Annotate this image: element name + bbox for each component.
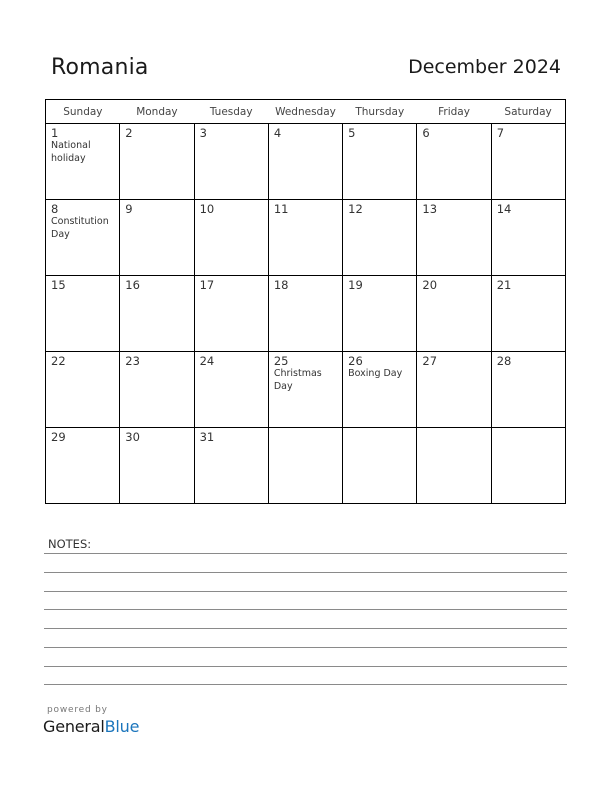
day-cell <box>268 276 342 352</box>
powered-by-text: powered by <box>47 705 108 715</box>
day-number: 29 <box>51 430 66 444</box>
weekday-sunday: Sunday <box>46 100 120 124</box>
weekday-friday: Friday <box>417 100 491 124</box>
day-cell <box>194 352 268 428</box>
day-number: 1 <box>51 126 59 140</box>
day-number: 28 <box>496 354 512 368</box>
day-cell <box>343 124 417 200</box>
day-cell <box>46 124 120 200</box>
day-cell <box>46 428 120 504</box>
day-cell <box>417 428 491 504</box>
weekday-monday: Monday <box>120 100 194 124</box>
day-number: 4 <box>273 126 282 140</box>
day-cell <box>343 276 417 352</box>
holiday-label: Boxing Day <box>348 368 403 379</box>
day-cell <box>120 352 194 428</box>
day-number: 15 <box>51 278 66 292</box>
day-number: 13 <box>422 202 438 216</box>
day-cell <box>343 200 417 276</box>
day-number: 30 <box>125 430 140 444</box>
day-number: 3 <box>199 126 207 140</box>
day-cell <box>194 124 268 200</box>
week-row <box>46 352 566 428</box>
week-row <box>46 200 566 276</box>
day-cell <box>268 124 342 200</box>
day-cell <box>491 428 565 504</box>
day-number: 6 <box>422 126 430 140</box>
day-number: 9 <box>125 202 133 216</box>
day-cell <box>46 276 120 352</box>
day-cell <box>194 200 268 276</box>
note-line <box>44 572 567 573</box>
day-number: 31 <box>199 430 215 444</box>
day-cell <box>343 352 417 428</box>
weekday-thursday: Thursday <box>343 100 417 124</box>
day-number: 17 <box>199 278 215 292</box>
day-cell <box>491 352 565 428</box>
day-number: 7 <box>496 126 505 140</box>
day-cell <box>120 276 194 352</box>
day-cell <box>46 352 120 428</box>
weekday-tuesday: Tuesday <box>194 100 268 124</box>
day-number: 2 <box>125 126 133 140</box>
day-cell <box>46 200 120 276</box>
day-number: 23 <box>125 354 140 368</box>
note-line <box>44 553 567 554</box>
note-line <box>44 609 567 610</box>
calendar-grid <box>45 99 566 504</box>
day-number: 20 <box>422 278 438 292</box>
day-cell <box>120 124 194 200</box>
weekday-header-row <box>46 100 566 124</box>
day-number: 18 <box>273 278 289 292</box>
day-cell <box>194 428 268 504</box>
day-cell <box>417 276 491 352</box>
month-year-title: December 2024 <box>408 56 561 78</box>
weekday-wednesday: Wednesday <box>268 100 342 124</box>
holiday-label: Christmas Day <box>273 368 322 392</box>
day-number: 21 <box>496 278 512 292</box>
day-cell <box>417 200 491 276</box>
day-cell <box>343 428 417 504</box>
brand-blue: Blue <box>104 717 140 736</box>
generalblue-logo <box>43 717 139 736</box>
day-cell <box>268 200 342 276</box>
day-number: 25 <box>273 354 289 368</box>
weekday-saturday: Saturday <box>491 100 565 124</box>
week-row <box>46 124 566 200</box>
day-cell <box>268 352 342 428</box>
holiday-label: National holiday <box>51 140 91 164</box>
day-number: 22 <box>51 354 66 368</box>
notes-label: NOTES: <box>48 537 92 551</box>
week-row <box>46 276 566 352</box>
day-number: 16 <box>125 278 140 292</box>
day-cell <box>417 124 491 200</box>
day-number: 27 <box>422 354 438 368</box>
week-row <box>46 428 566 504</box>
day-cell <box>194 276 268 352</box>
note-line <box>44 591 567 592</box>
day-cell <box>417 352 491 428</box>
day-number: 14 <box>496 202 512 216</box>
day-cell <box>120 428 194 504</box>
day-number: 19 <box>348 278 363 292</box>
day-number: 5 <box>348 126 356 140</box>
country-title: Romania <box>51 55 149 80</box>
day-cell <box>120 200 194 276</box>
day-number: 10 <box>199 202 215 216</box>
day-number: 12 <box>348 202 363 216</box>
note-line <box>44 628 567 629</box>
day-cell <box>491 200 565 276</box>
day-number: 8 <box>51 202 59 216</box>
brand-general: General <box>43 717 105 736</box>
note-line <box>44 647 567 648</box>
day-cell <box>491 124 565 200</box>
day-number: 11 <box>273 202 289 216</box>
day-number: 26 <box>348 354 363 368</box>
day-cell <box>491 276 565 352</box>
holiday-label: Constitution Day <box>51 216 109 240</box>
note-line <box>44 684 567 685</box>
day-number: 24 <box>199 354 215 368</box>
note-line <box>44 666 567 667</box>
day-cell <box>268 428 342 504</box>
